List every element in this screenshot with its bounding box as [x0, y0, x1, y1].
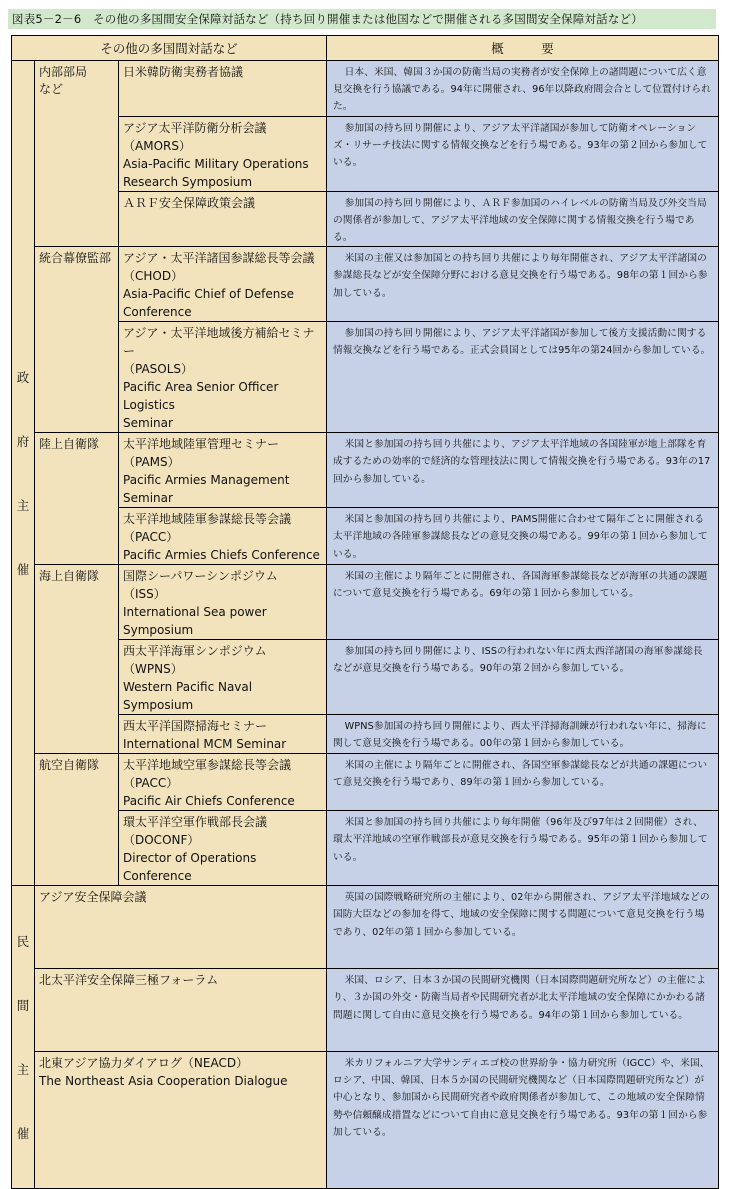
table-row: [12, 715, 719, 754]
organization-cell: 航空自衛隊: [35, 754, 119, 886]
table-row: [12, 754, 719, 811]
private-hosted-label-char: 催: [16, 1126, 30, 1142]
dialogue-summary: 日本、米国、韓国３か国の防衛当局の実務者が安全保障上の諸問題について広く意見交換を行う協議である。94年に開催され、96年以降政府間会合として位置付けられた。: [327, 61, 719, 117]
dialogue-name: 日米韓防衛実務者協議: [119, 61, 327, 117]
header-dialogue: その他の多国間対話など: [12, 36, 327, 61]
header-row: [12, 36, 719, 61]
dialogue-summary: 米カリフォルニア大学サンディエゴ校の世界紛争・協力研究所（IGCC）や、米国、ロシア、中国、韓国、日本５か国の民間研究機関など（日本国際問題研究所など）が中心となり、参加国から民間研究者や政府関係者が参加して、この地域の安全保障情勢や信頼醸成措置などについて自由に意見交換を行う場である。93年の第１回から参加している。: [327, 1052, 719, 1189]
table-row: [12, 508, 719, 565]
dialogue-name: アジア・太平洋地域後方補給セミナー （PASOLS） Pacific Area Senior Officer Logistics Seminar: [119, 322, 327, 433]
table-row: [12, 322, 719, 433]
dialogue-name: アジア安全保障会議: [35, 886, 327, 969]
government-hosted-label-char: 府: [16, 434, 30, 450]
dialogue-summary: 米国と参加国の持ち回り共催により、アジア太平洋地域の各国陸軍が地上部隊を育成するための効率的で経済的な管理技法に関して情報交換を行う場である。93年の17回から参加している。: [327, 433, 719, 508]
organization-cell: 内部部局 など: [35, 61, 119, 247]
government-hosted-label-char: 催: [16, 562, 30, 578]
dialogue-summary: 参加国の持ち回り開催により、ISSの行われない年に西太西洋諸国の海軍参謀総長などが意見交換を行う場である。90年の第２回から参加している。: [327, 640, 719, 715]
dialogue-table: [11, 35, 719, 1189]
dialogue-summary: WPNS参加国の持ち回り開催により、西太平洋掃海訓練が行われない年に、掃海に関して意見交換を行う場である。00年の第１回から参加している。: [327, 715, 719, 754]
table-row: [12, 1052, 719, 1189]
table-row: [12, 565, 719, 640]
organization-cell: 海上自衛隊: [35, 565, 119, 754]
figure-title: 図表5－2－6 その他の多国間安全保障対話など（持ち回り開催または他国などで開催される多国間安全保障対話など）: [8, 9, 716, 29]
dialogue-summary: 米国と参加国の持ち回り共催により、PAMS開催に合わせて隔年ごとに開催される太平洋地域の各陸軍参謀総長などの意見交換の場である。99年の第１回から参加している。: [327, 508, 719, 565]
dialogue-name: 国際シーパワーシンポジウム （ISS） International Sea power Symposium: [119, 565, 327, 640]
dialogue-summary: 英国の国際戦略研究所の主催により、02年から開催され、アジア太平洋地域などの国防大臣などの参加を得て、地域の安全保障に関する問題について意見交換を行う場であり、02年の第１回から参加している。: [327, 886, 719, 969]
dialogue-summary: 米国の主催により隔年ごとに開催され、各国空軍参謀総長などが共通の課題について意見交換を行う場であり、89年の第１回から参加している。: [327, 754, 719, 811]
private-hosted-label-char: 主: [16, 1062, 30, 1078]
dialogue-name: 太平洋地域陸軍管理セミナー （PAMS） Pacific Armies Management Seminar: [119, 433, 327, 508]
dialogue-name: ＡＲＦ安全保障政策会議: [119, 191, 327, 247]
dialogue-name: 北太平洋安全保障三極フォーラム: [35, 969, 327, 1052]
dialogue-name: 太平洋地域空軍参謀総長等会議 （PACC） Pacific Air Chiefs Conference: [119, 754, 327, 811]
government-hosted-label-char: 主: [16, 498, 30, 514]
header-summary: 概 要: [327, 36, 719, 61]
private-hosted-label-char: 民: [16, 934, 30, 950]
table-row: [12, 969, 719, 1052]
dialogue-summary: 米国と参加国の持ち回り共催により毎年開催（96年及び97年は２回開催）され、環太平洋地域の空軍作戦部長が意見交換を行う場である。95年の第１回から参加している。: [327, 811, 719, 886]
dialogue-summary: 米国の主催又は参加国との持ち回り共催により毎年開催され、アジア太平洋諸国の参謀総長などが安全保障分野における意見交換を行う場である。98年の第１回から参加している。: [327, 247, 719, 322]
dialogue-summary: 参加国の持ち回り開催により、アジア太平洋諸国が参加して防衛オペレーションズ・リサーチ技法に関する情報交換などを行う場である。93年の第２回から参加している。: [327, 116, 719, 191]
table-row: [12, 433, 719, 508]
table-row: [12, 640, 719, 715]
dialogue-name: 西太平洋海軍シンポジウム （WPNS） Western Pacific Naval Symposium: [119, 640, 327, 715]
table-row: [12, 191, 719, 247]
dialogue-name: 太平洋地域陸軍参謀総長等会議 （PACC） Pacific Armies Chiefs Conference: [119, 508, 327, 565]
dialogue-name: 西太平洋国際掃海セミナー International MCM Seminar: [119, 715, 327, 754]
dialogue-name: アジア太平洋防衛分析会議 （AMORS） Asia-Pacific Military Operations Research Symposium: [119, 116, 327, 191]
organization-cell: 陸上自衛隊: [35, 433, 119, 565]
dialogue-name: 環太平洋空軍作戦部長会議 （DOCONF） Director of Operations Conference: [119, 811, 327, 886]
dialogue-summary: 参加国の持ち回り開催により、ＡＲＦ参加国のハイレベルの防衛当局及び外交当局の関係者が参加して、アジア太平洋地域の安全保障に関する情報交換を行う場である。: [327, 191, 719, 247]
dialogue-summary: 米国、ロシア、日本３か国の民間研究機関（日本国際問題研究所など）の主催により、３か国の外交・防衛当局者や民間研究者が北太平洋地域の安全保障にかかわる諸問題に関して自由に意見交換を行う場である。94年の第１回から参加している。: [327, 969, 719, 1052]
table-row: [12, 247, 719, 322]
private-hosted-label-char: 間: [16, 998, 30, 1014]
dialogue-name: 北東アジア協力ダイアログ（NEACD） The Northeast Asia Cooperation Dialogue: [35, 1052, 327, 1189]
table-row: [12, 61, 719, 117]
table-row: [12, 886, 719, 969]
government-hosted-label-char: 政: [16, 370, 30, 386]
dialogue-name: アジア・太平洋諸国参謀総長等会議 （CHOD） Asia-Pacific Chief of Defense Conference: [119, 247, 327, 322]
table-row: [12, 116, 719, 191]
table-row: [12, 811, 719, 886]
dialogue-summary: 米国の主催により隔年ごとに開催され、各国海軍参謀総長などが海軍の共通の課題について意見交換を行う場である。69年の第１回から参加している。: [327, 565, 719, 640]
organization-cell: 統合幕僚監部: [35, 247, 119, 433]
dialogue-summary: 参加国の持ち回り開催により、アジア太平洋諸国が参加して後方支援活動に関する情報交換などを行う場である。正式会員国としては95年の第24回から参加している。: [327, 322, 719, 433]
government-hosted-label: [12, 61, 35, 886]
private-hosted-label: [12, 886, 35, 1189]
